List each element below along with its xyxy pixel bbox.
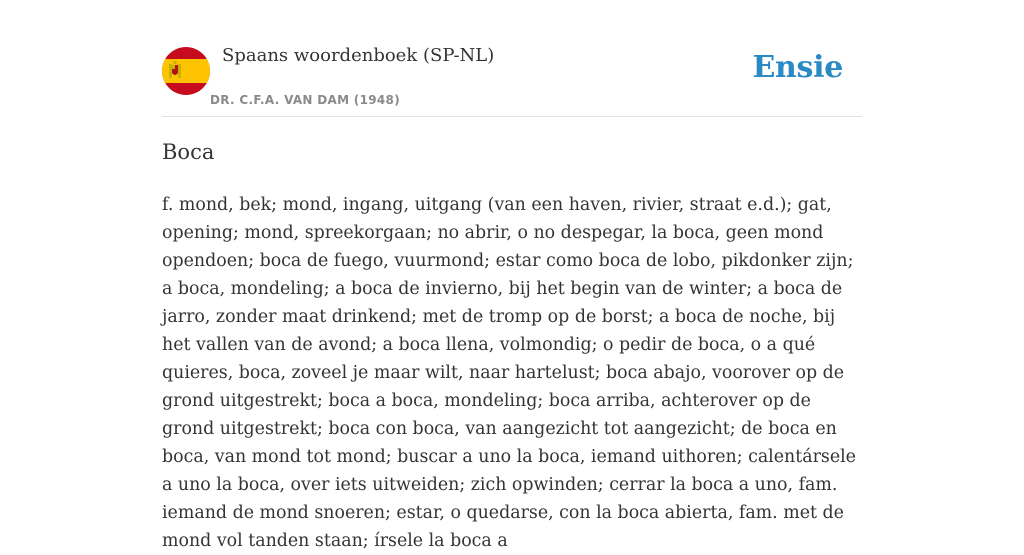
dictionary-title[interactable]: Spaans woordenboek (SP-NL)	[222, 45, 495, 66]
ensie-logo-link[interactable]: Ensie	[752, 50, 843, 85]
entry-definition: f. mond, bek; mond, ingang, uitgang (van een haven, rivier, straat e.d.); gat, opening; mond, spreekorgaan; no abrir, o no despegar, la boca, geen mond opendoen; boca de fuego, vuurmond; estar como boca de lobo, pikdonker zijn; a boca, mondeling; a boca de invierno, bij het begin van de winter; a boca de jarro, zonder maat drinkend; met de tromp op de borst; a boca de noche, bij het vallen van de avond; a boca llena, volmondig; o pedir de boca, o a qué quieres, boca, zoveel je maar wilt, naar hartelust; boca abajo, voorover op de grond uitgestrekt; boca a boca, mondeling; boca arriba, achterover op de grond uitgestrekt; boca con boca, van aangezicht tot aangezicht; de boca en boca, van mond tot mond; buscar a uno la boca, iemand uithoren; calentársele a uno la boca, over iets uitweiden; zich opwinden; cerrar la boca a uno, fam. iemand de mond snoeren; estar, o quedarse, con la boca abierta, fam. met de mond vol tanden staan; írsele la boca a	[162, 195, 856, 551]
dictionary-header	[162, 0, 862, 117]
dictionary-author: DR. C.F.A. VAN DAM (1948)	[210, 93, 400, 107]
page	[162, 0, 862, 551]
spain-flag-icon[interactable]	[162, 47, 210, 95]
entry-word: Boca	[162, 140, 215, 164]
